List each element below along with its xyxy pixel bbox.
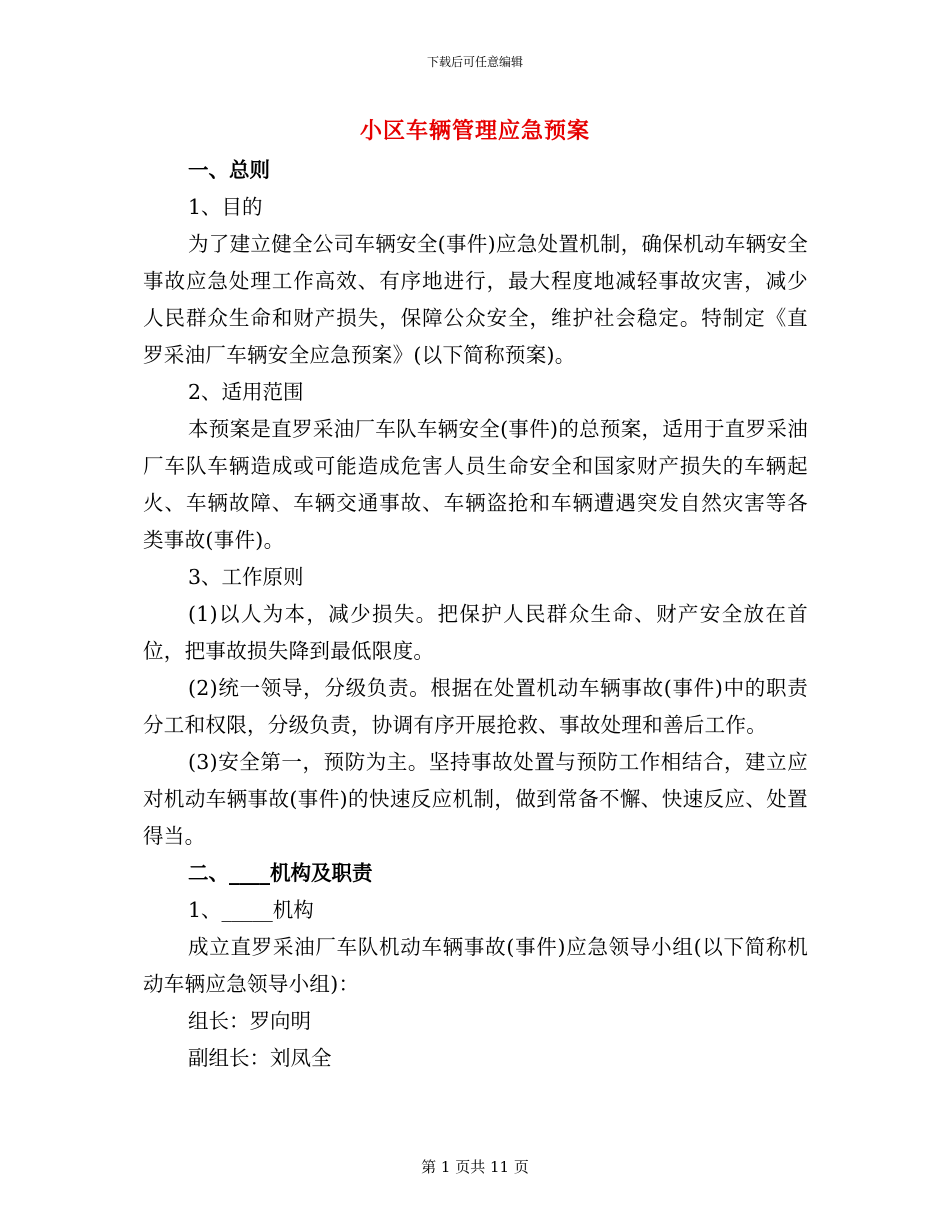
principle-3: (3)安全第一，预防为主。坚持事故处置与预防工作相结合，建立应对机动车辆事故(事件)的快速反应机制，做到常备不懈、快速反应、处置得当。 [143,750,808,848]
page-header: 下载后可任意编辑 [426,55,523,69]
section-2-heading-prefix: 二、 [188,861,229,885]
document-title: 小区车辆管理应急预案 [359,118,590,144]
section-2-heading-text: 机构及职责 [270,861,373,885]
section-2-1-heading [143,892,808,929]
principle-2: (2)统一领导，分级负责。根据在处置机动车辆事故(事件)中的职责分工和权限，分级负责，协调有序开展抢救、事故处理和善后工作。 [143,676,808,737]
section-2-heading-blank: ____ [229,861,270,885]
section-1-heading: 一、总则 [188,158,270,182]
section-1-2-body: 本预案是直罗采油厂车队车辆安全(事件)的总预案，适用于直罗采油厂车队车辆造成或可能造成危害人员生命安全和国家财产损失的车辆起火、车辆故障、车辆交通事故、车辆盗抢和车辆遭遇突发自然灾害等各类事故(事件)。 [143,417,808,552]
section-2-1-heading-blank: _____ [221,898,273,922]
leader-line: 组长：罗向明 [188,1009,311,1033]
principle-1: (1)以人为本，减少损失。把保护人民群众生命、财产安全放在首位，把事故损失降到最低限度。 [143,602,808,663]
section-2-heading [143,855,808,892]
section-2-1-body: 成立直罗采油厂车队机动车辆事故(事件)应急领导小组(以下简称机动车辆应急领导小组)： [143,935,808,996]
section-1-2-heading: 2、适用范围 [188,380,304,404]
page-footer: 第 1 页共 11 页 [421,1158,529,1176]
section-1-1-body: 为了建立健全公司车辆安全(事件)应急处置机制，确保机动车辆安全事故应急处理工作高效、有序地进行，最大程度地减轻事故灾害，减少人民群众生命和财产损失，保障公众安全，维护社会稳定。特制定《直罗采油厂车辆安全应急预案》(以下简称预案)。 [143,232,808,367]
section-2-1-heading-prefix: 1、 [188,898,222,922]
section-2-1-heading-text: 机构 [272,898,314,922]
section-1-1-heading: 1、目的 [188,195,263,219]
deputy-leader-line: 副组长：刘凤全 [188,1046,332,1070]
section-1-3-heading: 3、工作原则 [188,565,304,589]
document-body [143,152,808,1077]
